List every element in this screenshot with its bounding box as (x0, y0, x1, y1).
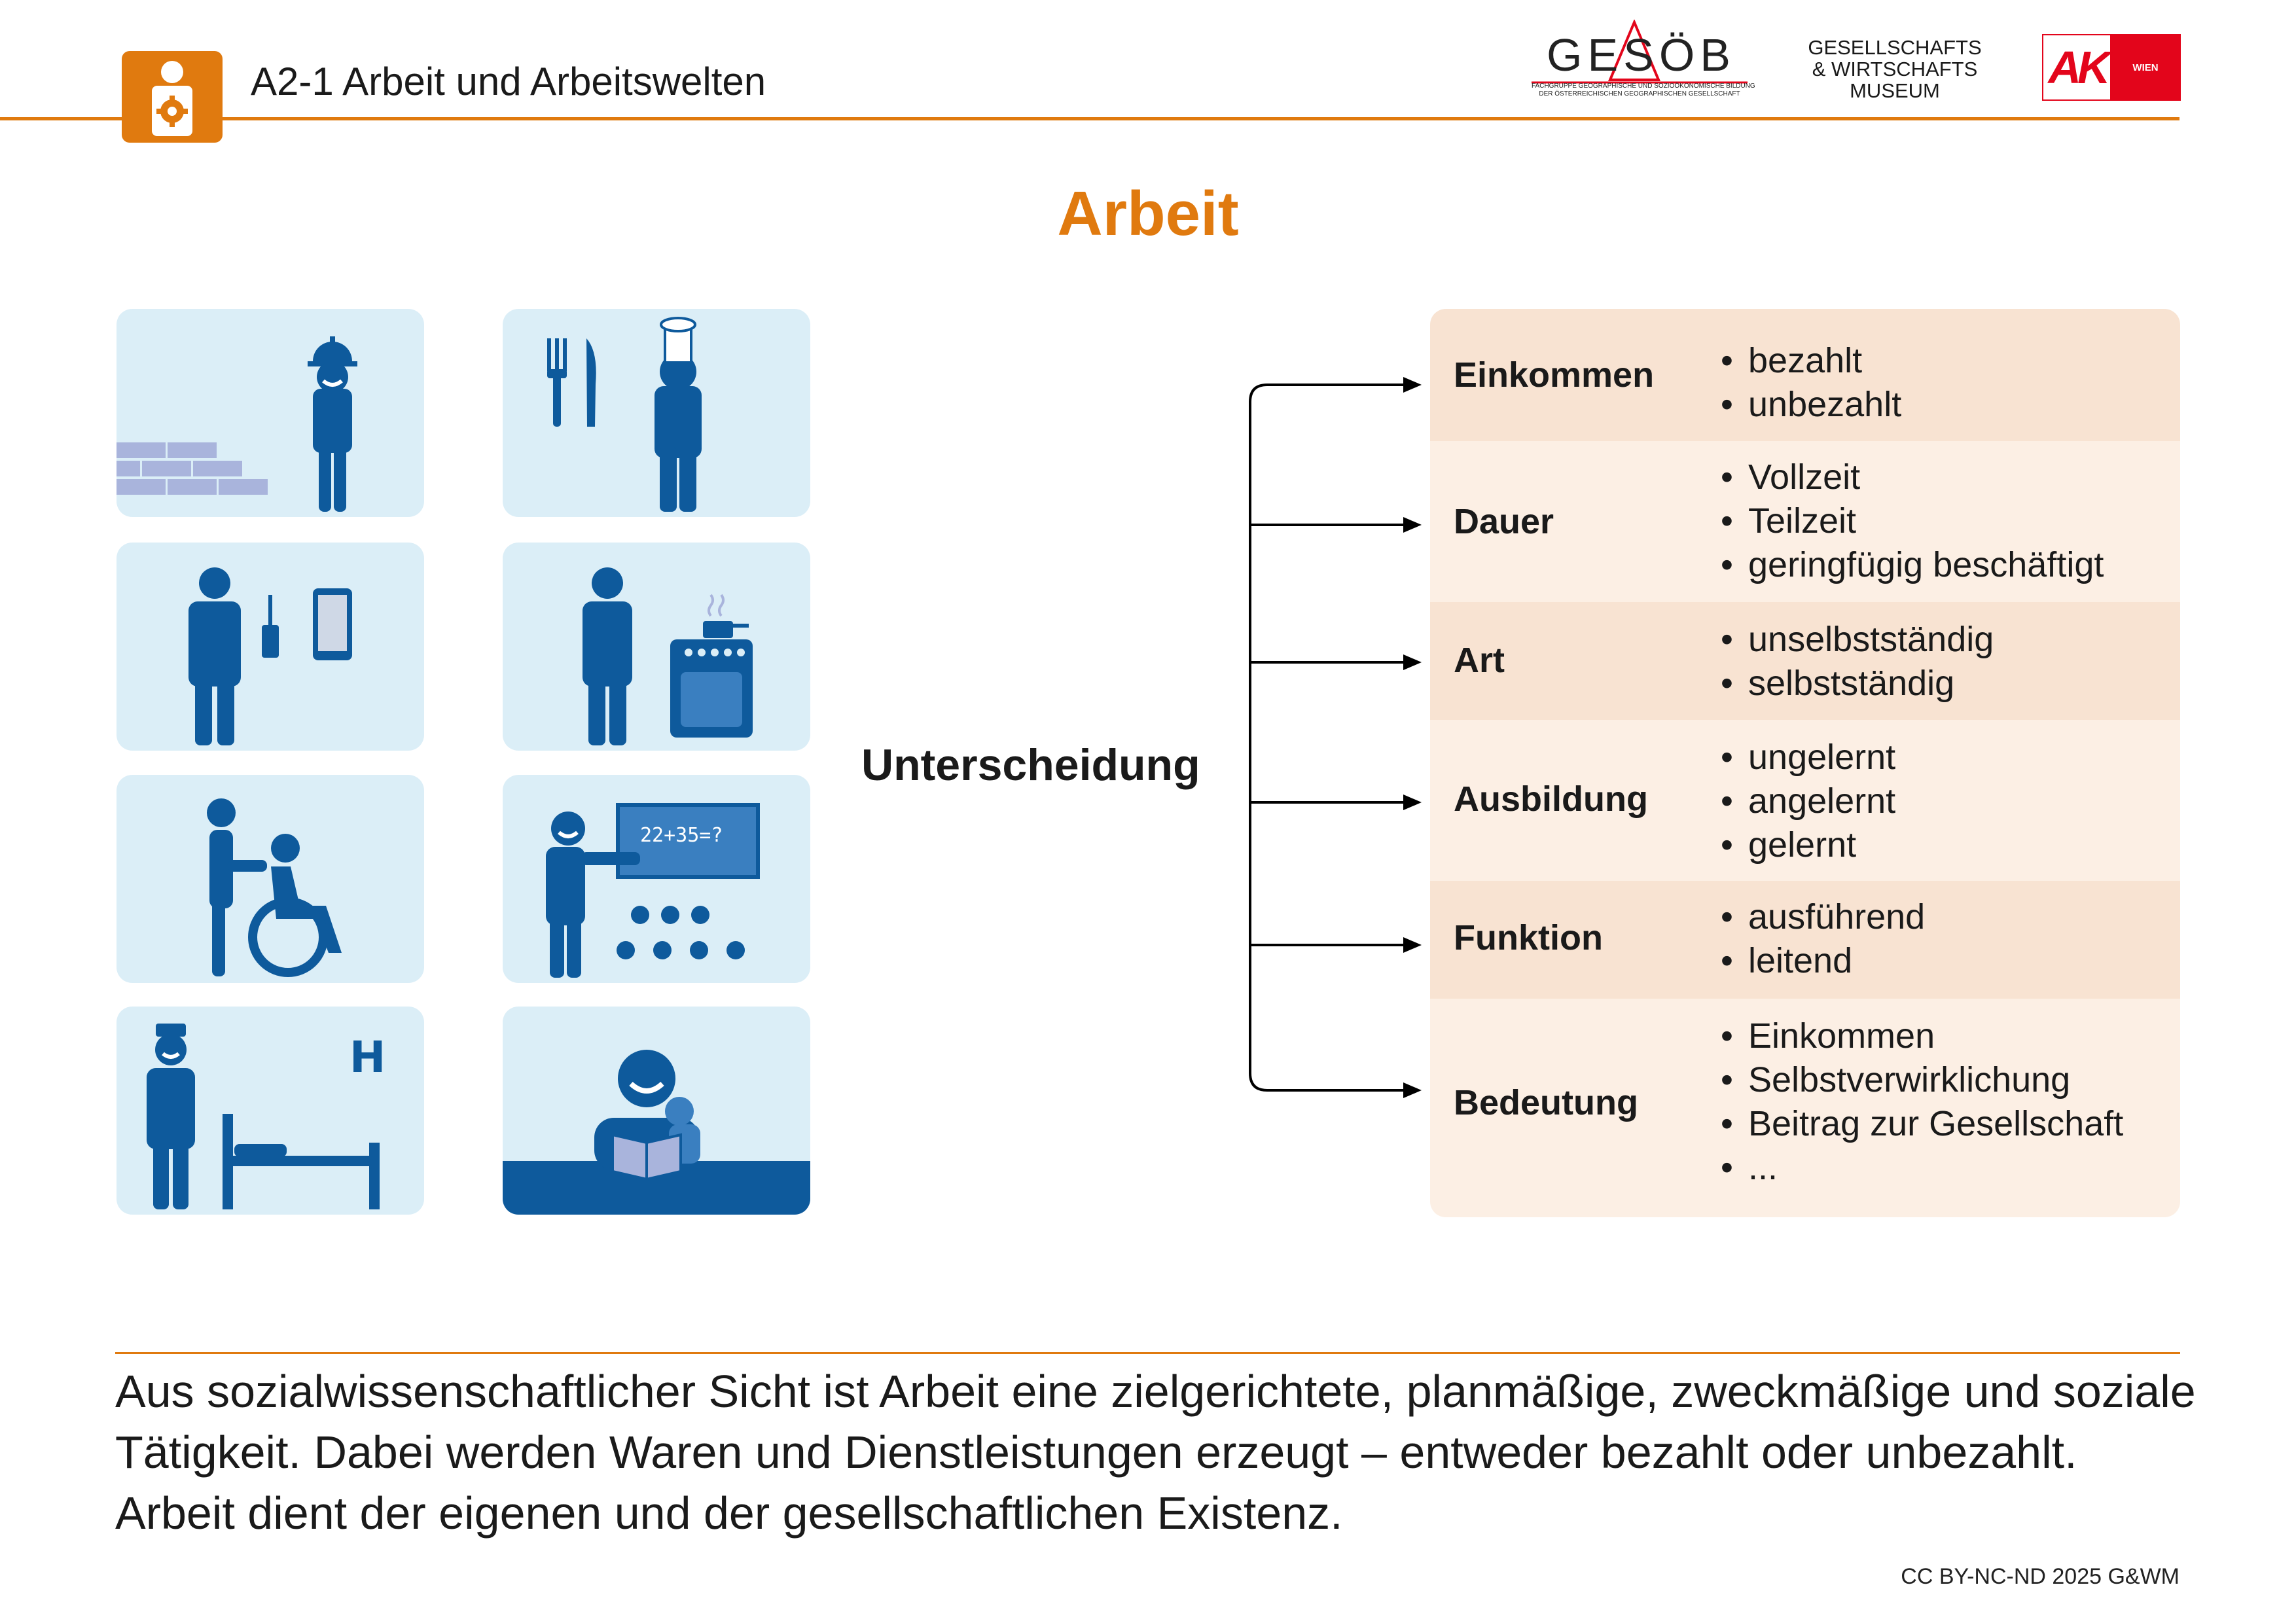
wien-logo-text: WIEN (2132, 62, 2159, 73)
list-item: • ... (1721, 1146, 2123, 1190)
caregiver-wheelchair-icon (117, 775, 424, 983)
category-items (1721, 1014, 2123, 1190)
list-item: • Selbstverwirklichung (1721, 1058, 2123, 1102)
electronics-technician-icon (117, 543, 424, 751)
list-item: • gelernt (1721, 823, 1895, 867)
list-item: • geringfügig beschäftigt (1721, 543, 2104, 587)
category-label: Bedeutung (1454, 1083, 1638, 1122)
category-items (1721, 339, 1901, 427)
main-title: Arbeit (1057, 179, 1239, 249)
category-label: Ausbildung (1454, 779, 1648, 819)
museum-logo: GESELLSCHAFTS & WIRTSCHAFTS MUSEUM (1808, 36, 1982, 102)
category-row (1430, 602, 2180, 720)
category-row (1430, 441, 2180, 602)
category-items (1721, 736, 1895, 867)
category-label: Funktion (1454, 918, 1603, 957)
ak-logo-text: AK (2048, 42, 2107, 93)
page-header-title: A2-1 Arbeit und Arbeitswelten (251, 60, 766, 103)
distinction-label: Unterscheidung (861, 740, 1200, 790)
connector-arrows (1244, 353, 1427, 1126)
category-row (1430, 720, 2180, 881)
list-item: • angelernt (1721, 779, 1895, 823)
list-item: • Vollzeit (1721, 455, 2104, 499)
category-label: Art (1454, 641, 1505, 680)
list-item: • Teilzeit (1721, 499, 2104, 543)
category-items (1721, 455, 2104, 587)
definition-text: Aus sozialwissenschaftlicher Sicht ist Arbeit eine zielgerichtete, planmäßige, zweckmäßige und soziale Tätigkeit. Dabei werden Waren und Dienstleistungen erzeugt – entweder bezahlt oder unbezahlt. Arbeit dient der eigenen und der gesellschaftlichen Existenz. (115, 1366, 2196, 1539)
list-item: • Beitrag zur Gesellschaft (1721, 1102, 2123, 1146)
gesoeb-logo-letters: GESÖB (1547, 29, 1736, 80)
footer-rule (115, 1352, 2180, 1354)
list-item: • bezahlt (1721, 339, 1901, 383)
category-row (1430, 999, 2180, 1217)
teacher-board-text: 22+35=? (640, 824, 723, 847)
category-row (1430, 309, 2180, 441)
category-label: Dauer (1454, 502, 1554, 541)
list-item: • unselbstständig (1721, 618, 1994, 662)
list-item: • Einkommen (1721, 1014, 2123, 1058)
nurse-hospital-icon (117, 1007, 424, 1215)
worker-gear-icon (122, 51, 223, 143)
cook-icon (503, 309, 810, 517)
header-rule (0, 117, 2179, 120)
housework-cooking-icon (503, 543, 810, 751)
list-item: • leitend (1721, 939, 1925, 983)
category-label: Einkommen (1454, 355, 1655, 395)
list-item: • selbstständig (1721, 662, 1994, 705)
category-items (1721, 895, 1925, 983)
hospital-sign-text: H (350, 1032, 386, 1082)
category-items (1721, 618, 1994, 705)
teacher-icon (503, 775, 810, 983)
list-item: • unbezahlt (1721, 383, 1901, 427)
construction-worker-icon (117, 309, 424, 517)
parent-reading-icon (503, 1007, 810, 1215)
category-row (1430, 881, 2180, 999)
category-table (1430, 309, 2180, 1217)
gesoeb-logo-subline: FACHGRUPPE GEOGRAPHISCHE UND SOZIOÖKONOMISCHE BILDUNG DER ÖSTERREICHISCHEN GEOGRAPHISCHEN GESELLSCHAFT (1532, 82, 1755, 98)
list-item: • ausführend (1721, 895, 1925, 939)
license-note: CC BY-NC-ND 2025 G&WM (1901, 1564, 2179, 1589)
list-item: • ungelernt (1721, 736, 1895, 779)
